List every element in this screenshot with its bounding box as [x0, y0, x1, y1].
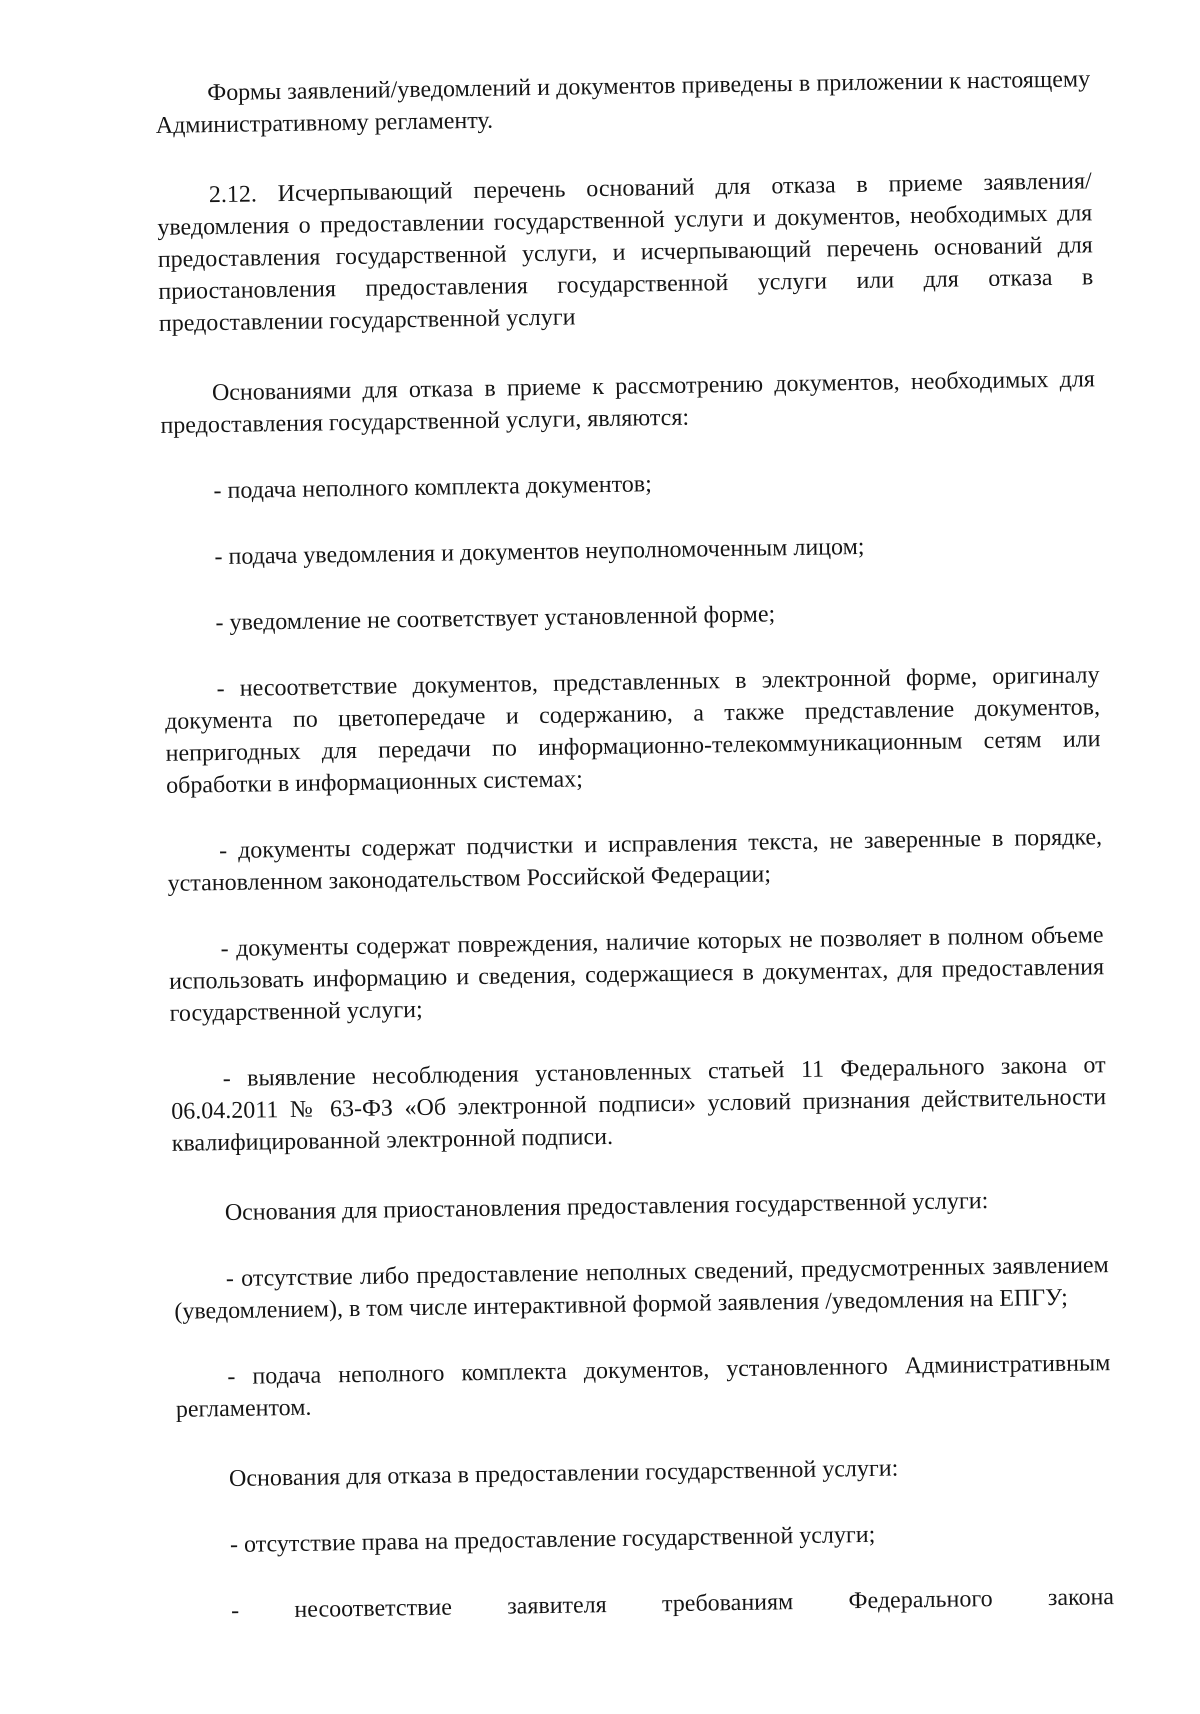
list-item: - документы содержат повреждения, наличие которых не позволяет в полном объеме использовать информацию и сведения, содержащиеся в документах, для предоставления государственной услуги; — [168, 922, 1105, 1027]
list-item: - отсутствие либо предоставление неполных сведений, предусмотренных заявлением (уведомлением), в том числе интерактивной формой заявления /уведомления на ЕПГУ; — [174, 1252, 1109, 1325]
list-item: - несоответствие документов, представленных в электронной форме, оригиналу документа по цветопередаче и содержанию, а также представление документов, непригодных для передачи по информационно-телекоммуникационным сетям или обработки в информационных системах; — [164, 662, 1101, 799]
intro-paragraph: Формы заявлений/уведомлений и документов приведены в приложении к настоящему Административному регламенту. — [155, 66, 1091, 139]
suspension-intro: Основания для приостановления предоставления государственной услуги: — [224, 1188, 989, 1227]
section-heading: 2.12. Исчерпывающий перечень оснований для отказа в приеме заявления/уведомления о предоставлении государственной услуги и документов, необходимых для предоставления государственной услуги, и исчерпывающий перечень оснований для приостановления предоставления государственной услуги или для отказа в предоставлении государственной услуги — [157, 168, 1094, 337]
list-item: - несоответствие заявителя требованиям Федерального закона — [230, 1584, 1115, 1624]
list-item: - документы содержат подчистки и исправления текста, не заверенные в порядке, установленном законодательством Российской Федерации; — [167, 824, 1103, 897]
list-item: - подача уведомления и документов неуполномоченным лицом; — [214, 533, 865, 571]
refusal-service-intro: Основания для отказа в предоставлении государственной услуги: — [228, 1455, 899, 1493]
list-item: - подача неполного комплекта документов; — [213, 471, 653, 505]
refusal-intake-intro: Основаниями для отказа в приеме к рассмотрению документов, необходимых для предоставления государственной услуги, являются: — [160, 366, 1096, 439]
list-item: - выявление несоблюдения установленных статьей 11 Федерального закона от 06.04.2011 № 63-ФЗ «Об электронной подписи» условий признания действительности квалифицированной электронной подписи. — [171, 1052, 1107, 1157]
list-item: - отсутствие права на предоставление государственной услуги; — [229, 1521, 876, 1559]
document-body — [155, 63, 1114, 1627]
list-item: - подача неполного комплекта документов, установленного Административным регламентом. — [175, 1350, 1111, 1423]
list-item: - уведомление не соответствует установленной форме; — [215, 601, 776, 637]
